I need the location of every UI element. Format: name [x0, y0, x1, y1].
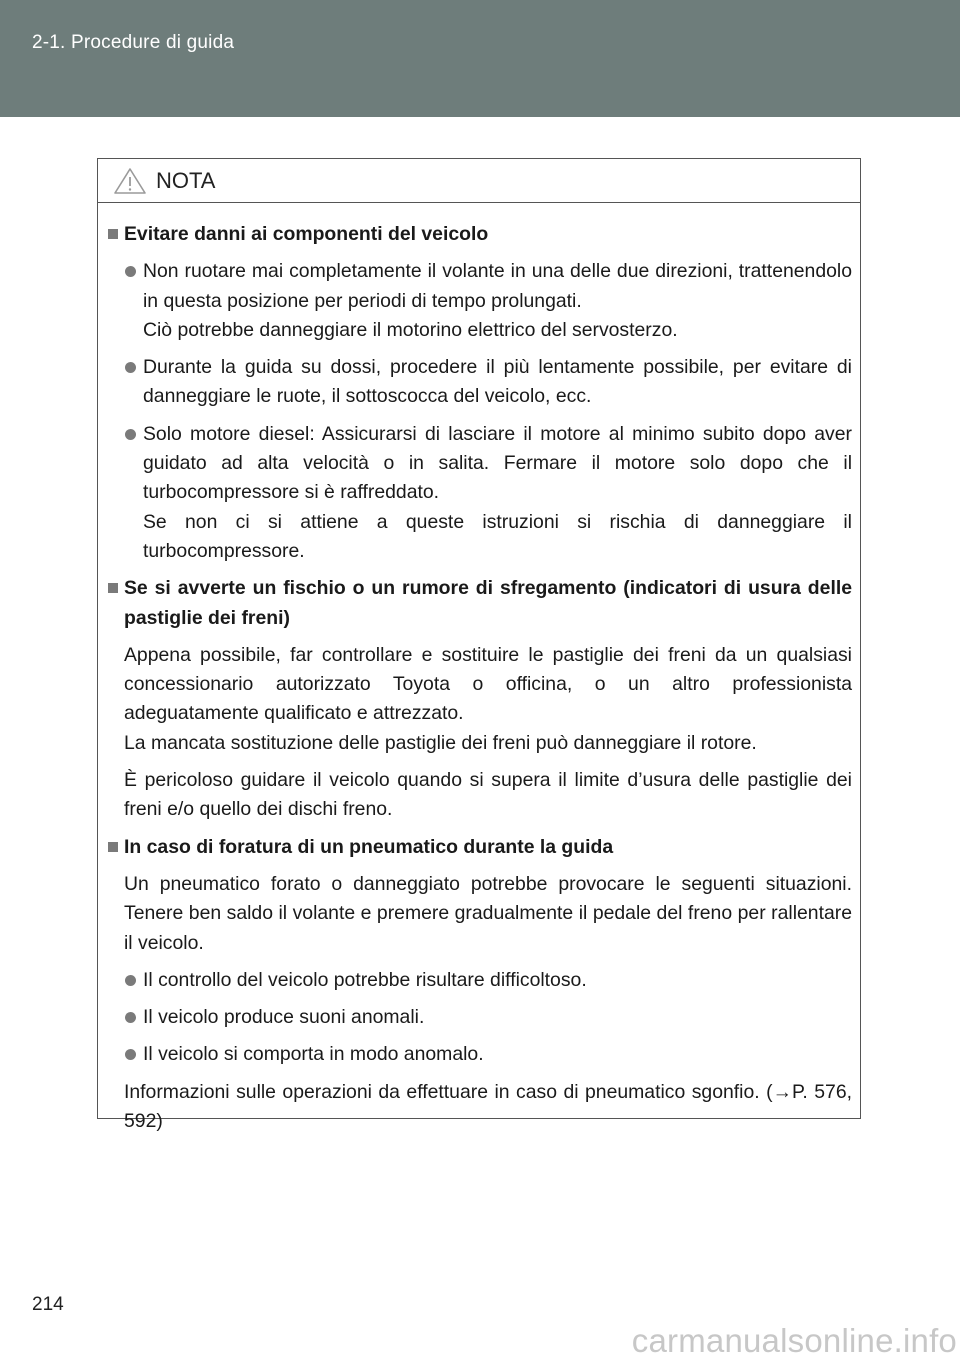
- paragraph: Un pneumatico forato o danneggiato potrebbe provocare le seguenti situazioni. Tenere ben saldo il volante e premere gradualmente il pedale del freno per rallentare il veicolo.: [124, 872, 852, 954]
- list-item: Il veicolo produce suoni anomali.: [108, 1003, 852, 1032]
- page-reference: Informazioni sulle operazioni da effettuare in caso di pneumatico sgonfio. (→P. 576, 592): [124, 1080, 852, 1133]
- watermark: carmanualsonline.info: [631, 1322, 957, 1359]
- list-item: Durante la guida su dossi, procedere il più lentamente possibile, per evitare di danneggiare le ruote, il sottoscocca del veicolo, ecc.: [108, 353, 852, 412]
- notice-body: [98, 203, 860, 1136]
- round-bullet-icon: [125, 362, 136, 373]
- round-bullet-icon: [125, 429, 136, 440]
- paragraph: Appena possibile, far controllare e sostituire le pastiglie dei freni da un qualsiasi concessionario autorizzato Toyota o officina, o un altro professionista adeguatamente qualificato e attrezzato. La mancata sostituzione delle pastiglie dei freni può danneggiare il rotore.: [124, 643, 852, 754]
- round-bullet-icon: [125, 975, 136, 986]
- section-heading: Evitare danni ai componenti del veicolo: [108, 220, 852, 249]
- notice-label: NOTA: [156, 168, 216, 193]
- section-title: 2-1. Procedure di guida: [32, 32, 235, 53]
- square-bullet-icon: [108, 842, 118, 852]
- list-item: Solo motore diesel: Assicurarsi di lasciare il motore al minimo subito dopo aver guidato ad alta velocità o in salita. Fermare il motore solo dopo che il turbocompressore si è raffreddato. Se non ci si attiene a queste istruzioni si rischia di danneggiare il turbocompressore.: [108, 420, 852, 566]
- warning-triangle-icon: [113, 167, 147, 195]
- section-heading: In caso di foratura di un pneumatico durante la guida: [108, 833, 852, 862]
- square-bullet-icon: [108, 229, 118, 239]
- square-bullet-icon: [108, 583, 118, 593]
- notice-box: [97, 158, 861, 1133]
- section-heading: Se si avverte un fischio o un rumore di sfregamento (indicatori di usura delle pastiglie dei freni): [108, 574, 852, 633]
- list-item: Il veicolo si comporta in modo anomalo.: [108, 1040, 852, 1069]
- round-bullet-icon: [125, 1012, 136, 1023]
- notice-header: [98, 159, 860, 203]
- paragraph: È pericoloso guidare il veicolo quando si supera il limite d’usura delle pastiglie dei freni e/o quello dei dischi freno.: [124, 769, 852, 821]
- round-bullet-icon: [125, 1049, 136, 1060]
- round-bullet-icon: [125, 266, 136, 277]
- page-number: 214: [32, 1294, 64, 1315]
- list-item: Non ruotare mai completamente il volante in una delle due direzioni, trattenendolo in questa posizione per periodi di tempo prolungati. Ciò potrebbe danneggiare il motorino elettrico del servosterzo.: [108, 257, 852, 345]
- page-header: [0, 0, 960, 117]
- list-item: Il controllo del veicolo potrebbe risultare difficoltoso.: [108, 966, 852, 995]
